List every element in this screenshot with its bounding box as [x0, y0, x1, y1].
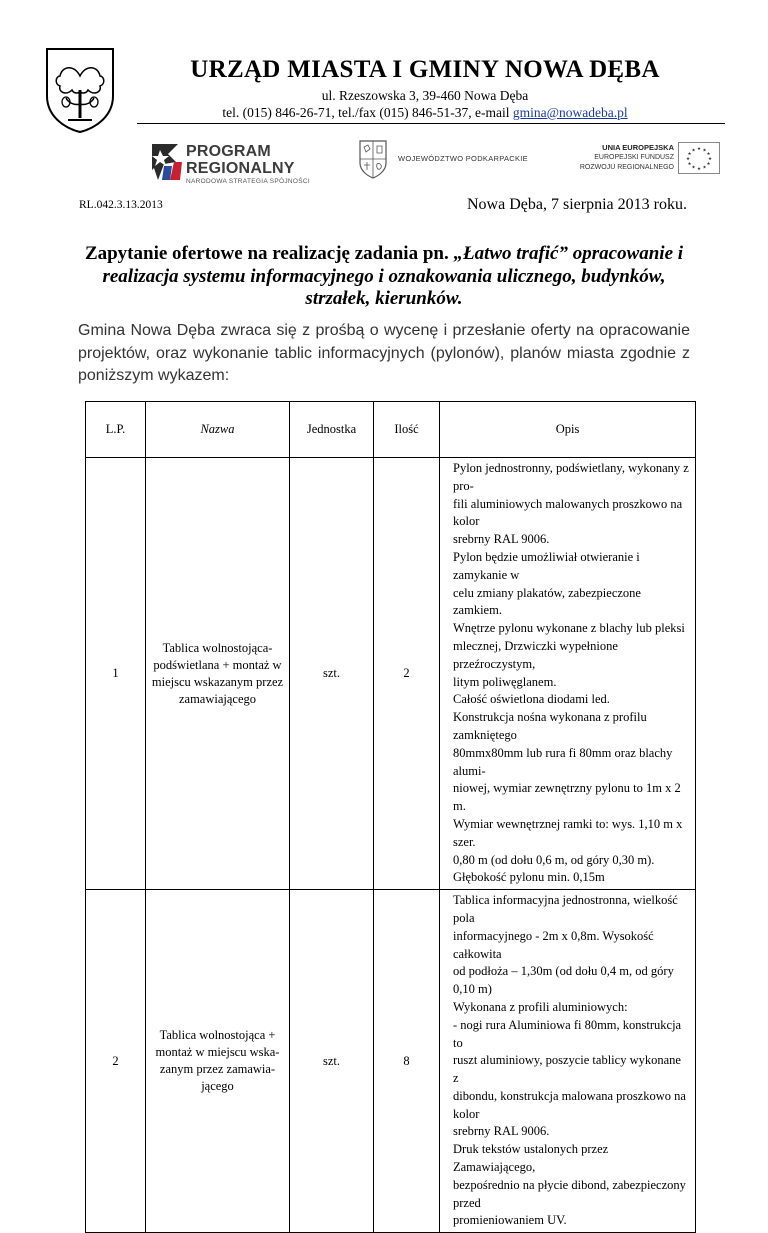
desc-line: mlecznej, Drzwiczki wypełnione przeźroczystym,	[453, 638, 618, 671]
svg-text:★: ★	[691, 148, 696, 154]
svg-text:★: ★	[706, 152, 711, 157]
desc-line: litym poliwęglanem.	[453, 674, 557, 689]
svg-text:★: ★	[691, 165, 696, 171]
municipal-crest-icon	[44, 46, 116, 134]
document-date: Nowa Dęba, 7 sierpnia 2013 roku.	[467, 196, 687, 213]
svg-text:★: ★	[696, 147, 702, 152]
office-address: ul. Rzeszowska 3, 39-460 Nowa Dęba	[321, 88, 529, 103]
eu-fund-logo	[566, 140, 726, 176]
eu-line1: UNIA EUROPEJSKA	[602, 143, 674, 152]
contact-phones: tel. (015) 846-26-71, tel./fax (015) 846-51-37, e-mail	[222, 105, 513, 120]
program-line2: REGIONALNY	[186, 160, 295, 177]
desc-line: od podłoża – 1,30m (od dołu 0,4 m, od góry 0,10 m)	[453, 964, 674, 997]
desc-line: celu zmiany plakatów, zabezpieczone zamkiem.	[453, 585, 641, 618]
svg-text:★: ★	[687, 152, 692, 157]
desc-line: Głębokość pylonu min. 0,15m	[453, 870, 605, 885]
desc-line: niowej, wymiar zewnętrzny pylonu to 1m x 2 m.	[453, 781, 681, 814]
program-regionalny-logo	[150, 140, 340, 184]
row-name: Tablica wolnostojąca + montaż w miejscu wska-zanym przez zamawia-jącego	[146, 890, 290, 1233]
row-desc	[440, 890, 696, 1233]
desc-line: 80mmx80mm lub rura fi 80mm oraz blachy alumi-	[453, 745, 673, 778]
desc-line: srebrny RAL 9006.	[453, 532, 550, 547]
row-desc	[440, 458, 696, 890]
title-task-name: „Łatwo trafić” opracowanie i realizacja systemu informacyjnego i oznakowania ulicznego, budynków, strzałek, kierunków.	[102, 243, 684, 309]
office-title: URZĄD MIASTA I GMINY NOWA DĘBA	[190, 56, 660, 83]
row-name: Tablica wolnostojąca-podświetlana + montaż w miejscu wskazanym przez zamawiającego	[146, 458, 290, 890]
svg-text:★: ★	[696, 167, 702, 172]
program-line3: NARODOWA STRATEGIA SPÓJNOŚCI	[186, 178, 310, 185]
header-divider	[137, 123, 725, 124]
table-header-row	[86, 402, 696, 458]
header-desc: Opis	[440, 402, 696, 458]
desc-line: Wymiar wewnętrznej ramki to: wys. 1,10 m x szer.	[453, 816, 683, 849]
table-row	[86, 890, 696, 1233]
eu-flag-icon	[678, 142, 720, 174]
svg-text:★: ★	[706, 162, 711, 167]
desc-line: fili aluminiowych malowanych proszkowo na kolor	[453, 496, 683, 529]
desc-line: informacyjnego - 2m x 0,8m. Wysokość całkowita	[453, 928, 654, 961]
voivodeship-crest-icon	[358, 139, 388, 179]
desc-line: Pylon jednostronny, podświetlany, wykonany z pro-	[453, 461, 689, 493]
eu-line2: EUROPEJSKI FUNDUSZ	[594, 154, 674, 161]
desc-line: srebrny RAL 9006.	[453, 1124, 550, 1139]
document-title	[78, 243, 690, 311]
svg-text:★: ★	[702, 165, 707, 171]
desc-line: Druk tekstów ustalonych przez Zamawiającego,	[453, 1142, 609, 1175]
eu-line3: ROZWOJU REGIONALNEGO	[579, 164, 674, 171]
header-qty: Ilość	[374, 402, 440, 458]
offer-table	[85, 401, 696, 1233]
row-lp: 1	[86, 458, 146, 890]
header-lp: L.P.	[86, 402, 146, 458]
office-contact	[130, 105, 720, 121]
title-prefix: Zapytanie ofertowe na realizację zadania pn.	[84, 243, 454, 264]
header-name: Nazwa	[146, 402, 290, 458]
program-line1: PROGRAM	[186, 143, 271, 160]
intro-paragraph: Gmina Nowa Dęba zwraca się z prośbą o wycenę i przesłanie oferty na opracowanie projektów, oraz wykonanie tablic informacyjnych (pylonów), planów miasta zgodnie z poniższym wykazem:	[78, 322, 690, 384]
desc-line: Całość oświetlona diodami led.	[453, 692, 610, 707]
row-qty: 2	[374, 458, 440, 890]
row-lp: 2	[86, 890, 146, 1233]
row-qty: 8	[374, 890, 440, 1233]
desc-line: Wnętrze pylonu wykonane z blachy lub pleksi	[453, 621, 685, 636]
reference-number: RL.042.3.13.2013	[79, 199, 163, 211]
desc-line: Tablica informacyjna jednostronna, wielkość pola	[453, 893, 678, 925]
svg-text:★: ★	[702, 148, 707, 154]
svg-text:★: ★	[685, 157, 691, 162]
desc-line: ruszt aluminiowy, poszycie tablicy wykonane z	[453, 1053, 681, 1086]
svg-text:★: ★	[687, 162, 692, 167]
voivodeship-name: WOJEWÓDZTWO PODKARPACKIE	[398, 154, 528, 163]
header-unit: Jednostka	[290, 402, 374, 458]
desc-line: promieniowaniem UV.	[453, 1213, 567, 1228]
row-unit: szt.	[290, 458, 374, 890]
voivodeship-logo	[358, 139, 558, 179]
row-unit: szt.	[290, 890, 374, 1233]
svg-text:★: ★	[707, 157, 713, 162]
desc-line: Wykonana z profili aluminiowych:	[453, 999, 628, 1014]
table-row	[86, 458, 696, 890]
desc-line: - nogi rura Aluminiowa fi 80mm, konstrukcja to	[453, 1017, 682, 1050]
desc-line: 0,80 m (od dołu 0,6 m, od góry 0,30 m).	[453, 852, 655, 867]
desc-line: Konstrukcja nośna wykonana z profilu zamkniętego	[453, 710, 647, 742]
email-link[interactable]: gmina@nowadeba.pl	[512, 105, 628, 120]
desc-line: bezpośrednio na płycie dibond, zabezpieczony przed	[453, 1177, 686, 1210]
desc-line: dibondu, konstrukcja malowana proszkowo na kolor	[453, 1088, 686, 1121]
desc-line: Pylon będzie umożliwiał otwieranie i zamykanie w	[453, 549, 640, 582]
